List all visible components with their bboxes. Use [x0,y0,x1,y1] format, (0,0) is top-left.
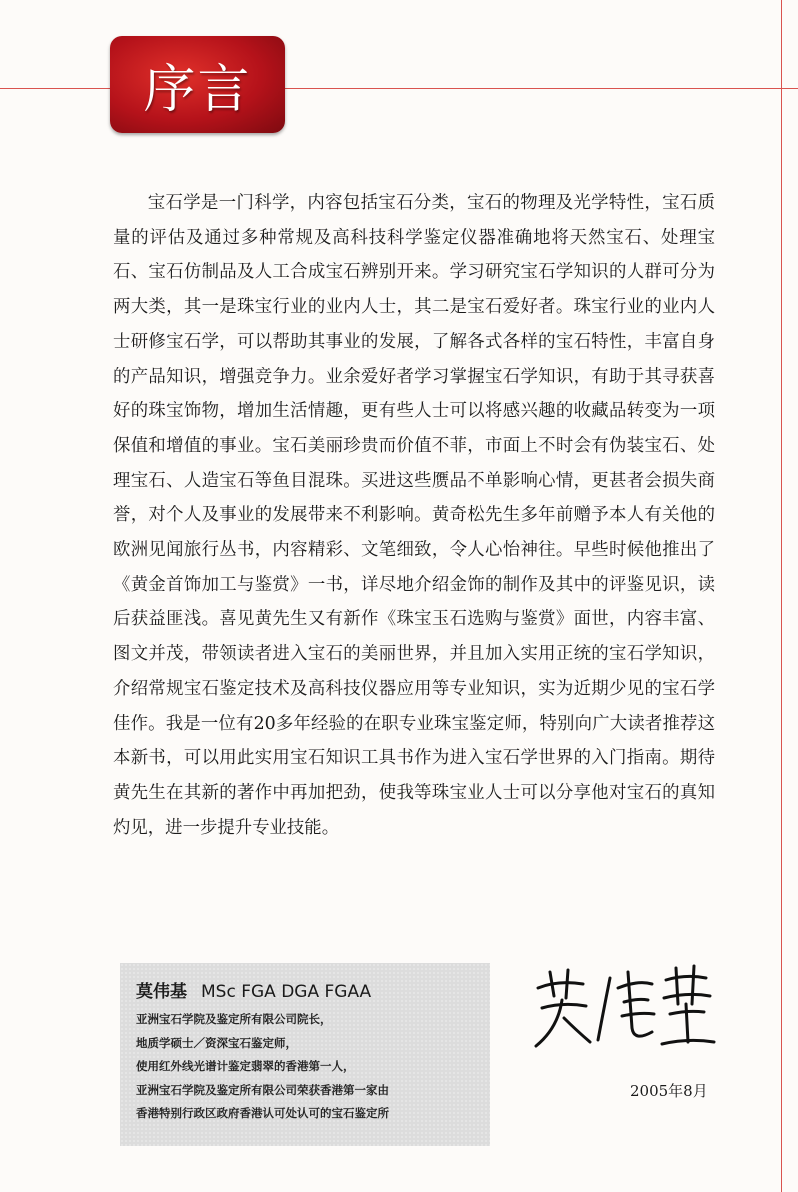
handwritten-signature [528,958,718,1058]
title-badge [110,36,285,133]
right-rule [781,0,782,1192]
author-title-line: 亚洲宝石学院及鉴定所有限公司院长， [136,1012,332,1026]
author-name: 莫伟基 [136,982,187,1002]
author-credentials: MSc FGA DGA FGAA [201,982,372,1002]
page-title: 序言 [143,60,252,120]
author-heading [136,977,480,1002]
author-title-line: 香港特别行政区政府香港认可处认可的宝石鉴定所 [136,1106,389,1120]
author-title-line: 亚洲宝石学院及鉴定所有限公司荣获香港第一家由 [136,1082,389,1097]
author-info-box [120,963,490,1146]
author-title-line: 地质学硕士／资深宝石鉴定师， [136,1035,297,1050]
date: 2005年8月 [630,1082,708,1100]
author-title-line: 使用红外线光谱计鉴定翡翠的香港第一人， [136,1059,355,1073]
preface-body: 宝石学是一门科学，内容包括宝石分类，宝石的物理及光学特性，宝石质量的评估及通过多种常规及高科技科学鉴定仪器准确地将天然宝石、处理宝石、宝石仿制品及人工合成宝石辨别开来。学习研究宝石学知识的人群可分为两大类，其一是珠宝行业的业内人士，其二是宝石爱好者。珠宝行业的业内人士研修宝石学，可以帮助其事业的发展，了解各式各样的宝石特性，丰富自身的产品知识，增强竞争力。业余爱好者学习掌握宝石学知识，有助于其寻获喜好的珠宝饰物，增加生活情趣，更有些人士可以将感兴趣的收藏品转变为一项保值和增值的事业。宝石美丽珍贵而价值不菲，市面上不时会有伪装宝石、处理宝石、人造宝石等鱼目混珠。买进这些赝品不单影响心情，更甚者会损失商誉，对个人及事业的发展带来不利影响。黄奇松先生多年前赠予本人有关他的欧洲见闻旅行丛书，内容精彩、文笔细致，令人心怡神往。早些时候他推出了《黄金首饰加工与鉴赏》一书，详尽地介绍金饰的制作及其中的评鉴见识，读后获益匪浅。喜见黄先生又有新作《珠宝玉石选购与鉴赏》面世，内容丰富、图文并茂，带领读者进入宝石的美丽世界，并且加入实用正统的宝石学知识，介绍常规宝石鉴定技术及高科技仪器应用等专业知识，实为近期少见的宝石学佳作。我是一位有20多年经验的在职专业珠宝鉴定师，特别向广大读者推荐这本新书，可以用此实用宝石知识工具书作为进入宝石学世界的入门指南。期待黄先生在其新的著作中再加把劲，使我等珠宝业人士可以分享他对宝石的真知灼见，进一步提升专业技能。 [113,193,715,838]
